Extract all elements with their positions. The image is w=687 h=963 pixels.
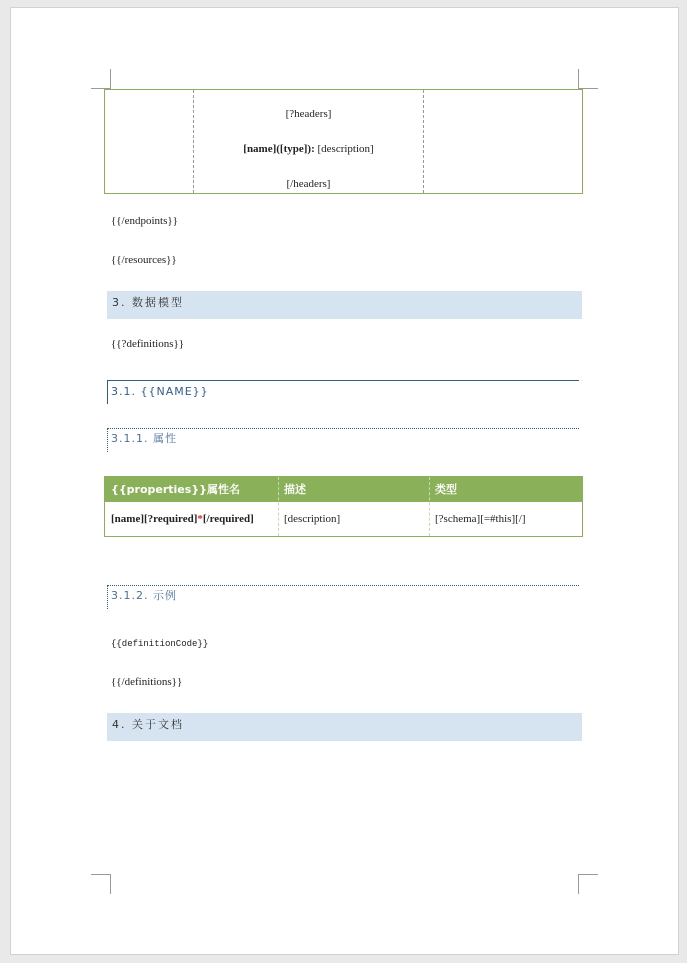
headers-open-tag: [?headers] bbox=[285, 108, 332, 120]
crop-mark-top-left-v bbox=[110, 69, 111, 89]
property-name-text: [name][?required] bbox=[111, 513, 198, 525]
crop-mark-bottom-right-v bbox=[578, 874, 579, 894]
definitions-start-tag: {{?definitions}} bbox=[111, 338, 185, 350]
section-3-1-1-heading: 3.1.1. 属性 bbox=[107, 428, 579, 452]
property-required-close: [/required] bbox=[202, 513, 254, 525]
definitions-end-tag: {{/definitions}} bbox=[111, 676, 183, 688]
headers-table-middle-cell bbox=[194, 90, 423, 193]
properties-table-header bbox=[105, 477, 582, 502]
crop-mark-bottom-left-h bbox=[91, 874, 111, 875]
section-3-1-heading: 3.1. {{NAME}} bbox=[107, 380, 579, 404]
crop-mark-bottom-right-h bbox=[578, 874, 598, 875]
resources-end-tag: {{/resources}} bbox=[111, 254, 177, 266]
properties-table bbox=[104, 476, 583, 537]
property-name-cell bbox=[105, 502, 278, 536]
header-description: [description] bbox=[314, 143, 374, 155]
headers-close-tag: [/headers] bbox=[286, 178, 331, 190]
property-description-cell: [description] bbox=[284, 513, 341, 525]
endpoints-end-tag: {{/endpoints}} bbox=[111, 215, 178, 227]
headers-table bbox=[104, 89, 583, 194]
crop-mark-bottom-left-v bbox=[110, 874, 111, 894]
required-asterisk: * bbox=[197, 513, 203, 525]
crop-mark-top-right-v bbox=[578, 69, 579, 89]
header-definition-line bbox=[194, 143, 423, 155]
col-header-type: 类型 bbox=[435, 483, 457, 496]
col-header-description: 描述 bbox=[284, 483, 306, 496]
header-name-type: [name]([type]): bbox=[243, 143, 315, 155]
col-header-property-name: {{properties}}属性名 bbox=[111, 483, 240, 496]
definition-code-placeholder: {{definitionCode}} bbox=[111, 639, 209, 649]
headers-table-divider bbox=[423, 90, 424, 193]
property-type-cell: [?schema][=#this][/] bbox=[435, 513, 526, 525]
section-3-1-2-heading: 3.1.2. 示例 bbox=[107, 585, 579, 609]
section-3-heading: 3. 数据模型 bbox=[107, 291, 582, 319]
section-4-heading: 4. 关于文档 bbox=[107, 713, 582, 741]
